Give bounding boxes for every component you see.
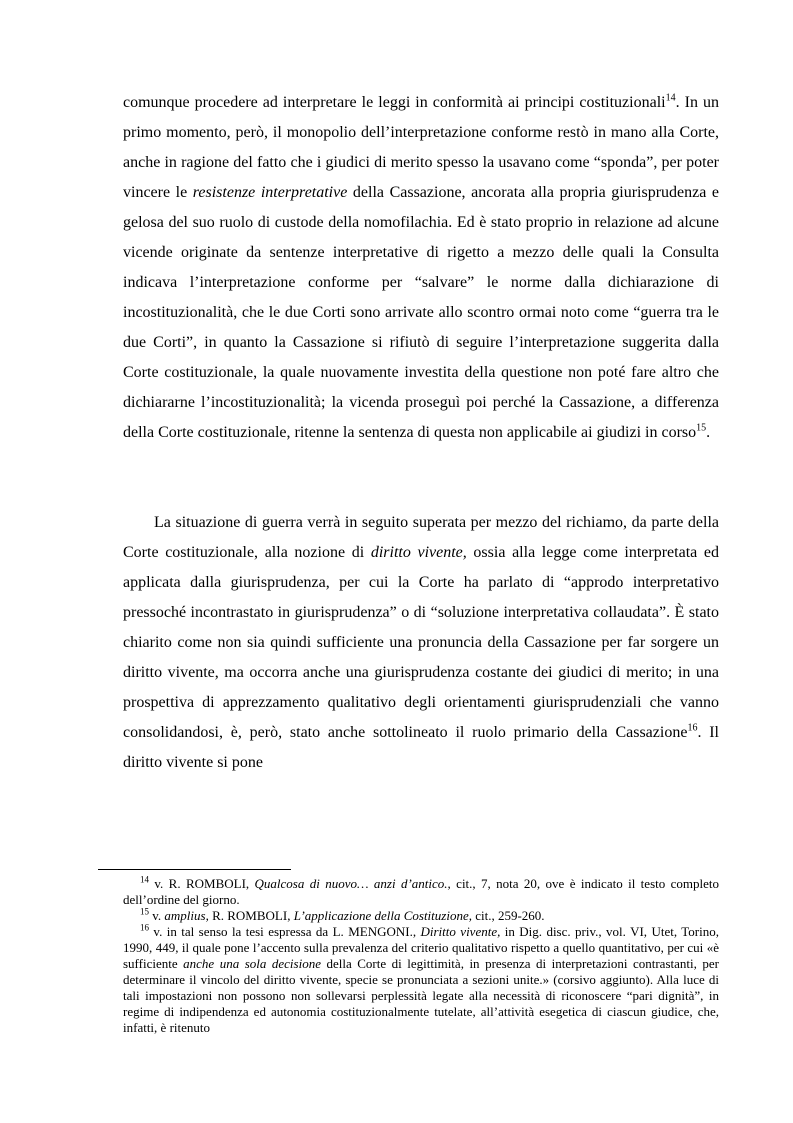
paragraph-1 (123, 88, 719, 448)
text-run: . Il diritto vivente si pone (123, 724, 720, 771)
text-run: . In un primo momento, però, il monopolio dell’interpretazione conforme restò in mano alla Corte, anche in ragione del fatto che i giudici di merito spesso la usavano come “sponda”, per poter vincere le (123, 94, 720, 201)
italic-run: anche una sola decisione (183, 956, 321, 971)
footnote-ref-16[interactable]: 16 (687, 722, 698, 734)
text-run: . (706, 424, 711, 441)
footnote-15 (123, 908, 719, 924)
text-run: della Cassazione, ancorata alla propria giurisprudenza e gelosa del suo ruolo di custode della nomofilachia. Ed è stato proprio in relazione ad alcune vicende originate da sentenze interpretative di rigetto a mezzo delle quali la Consulta indicava l’interpretazione conforme per “salvare” le norme dalla dichiarazione di incostituzionalità, che le due Corti sono arrivate allo scontro ormai noto come “guerra tra le due Corti”, in quanto la Cassazione si rifiutò di seguire l’interpretazione suggerita dalla Corte costituzionale, la quale nuovamente investita della questione non poté fare altro che dichiararne l’incostituzionalità; la vicenda proseguì poi perché la Cassazione, a differenza della Corte costituzionale, ritenne la sentenza di questa non applicabile ai giudizi in corso (123, 184, 720, 441)
text-run: comunque procedere ad interpretare le leggi in conformità ai principi costituzionali (123, 94, 666, 111)
footnote-number: 16 (140, 922, 149, 933)
text-run: cit., 259-260. (471, 908, 545, 923)
text-run: della Corte di legittimità, in presenza di interpretazioni contrastanti, per determinare il vincolo del diritto vivente, specie se pronunciata a sezioni unite.» (corsivo aggiunto). Alla luce di tali impostazioni non possono non sollevarsi perplessità legate alla necessità di riconoscere “pari dignità”, in regime di indipendenza ed autonomia costituzionalmente tutelate, all’attività esegetica di ciascun giudice, che, infatti, è ritenuto (123, 956, 719, 1035)
footnote-number: 14 (140, 874, 149, 885)
italic-run: Qualcosa di nuovo… anzi d’antico., (254, 876, 451, 891)
italic-run: amplius, (164, 908, 209, 923)
footnotes (123, 876, 719, 1036)
footnote-number: 15 (140, 906, 149, 917)
text-run: v. R. ROMBOLI, (149, 876, 255, 891)
text-run: R. ROMBOLI, (208, 908, 294, 923)
footnote-16 (123, 924, 719, 1036)
text-run: cit., 7, nota 20, ove è indicato il testo completo dell’ordine del giorno. (123, 876, 719, 907)
footnote-ref-14[interactable]: 14 (665, 92, 676, 104)
italic-run: resistenze interpretative (192, 184, 348, 201)
paragraph-2 (123, 508, 719, 778)
footnote-14 (123, 876, 719, 908)
main-text (123, 88, 719, 778)
text-run: La situazione di guerra verrà in seguito superata per mezzo del richiamo, da parte della Corte costituzionale, alla nozione di (123, 514, 719, 561)
italic-run: diritto vivente, (370, 544, 467, 561)
footnote-separator (98, 869, 291, 870)
text-run: v. in tal senso la tesi espressa da L. MENGONI., (149, 924, 421, 939)
text-run: in Dig. disc. priv., vol. VI, Utet, Torino, 1990, 449, il quale pone l’accento sulla prevalenza del criterio qualitativo rispetto a quello quantitativo, per cui «è sufficiente (123, 924, 719, 971)
italic-run: L’applicazione della Costituzione, (293, 908, 472, 923)
italic-run: Diritto vivente, (420, 924, 501, 939)
text-run: v. (149, 908, 165, 923)
footnote-ref-15[interactable]: 15 (696, 422, 707, 434)
text-run: ossia alla legge come interpretata ed applicata dalla giurisprudenza, per cui la Corte ha parlato di “approdo interpretativo pressoché incontrastato in giurisprudenza” o di “soluzione interpretativa collaudata”. È stato chiarito come non sia quindi sufficiente una pronuncia della Cassazione per far sorgere un diritto vivente, ma occorra anche una giurisprudenza costante dei giudici di merito; in una prospettiva di apprezzamento qualitativo degli orientamenti giurisprudenziali che vanno consolidandosi, è, però, stato anche sottolineato il ruolo primario della Cassazione (123, 544, 719, 741)
